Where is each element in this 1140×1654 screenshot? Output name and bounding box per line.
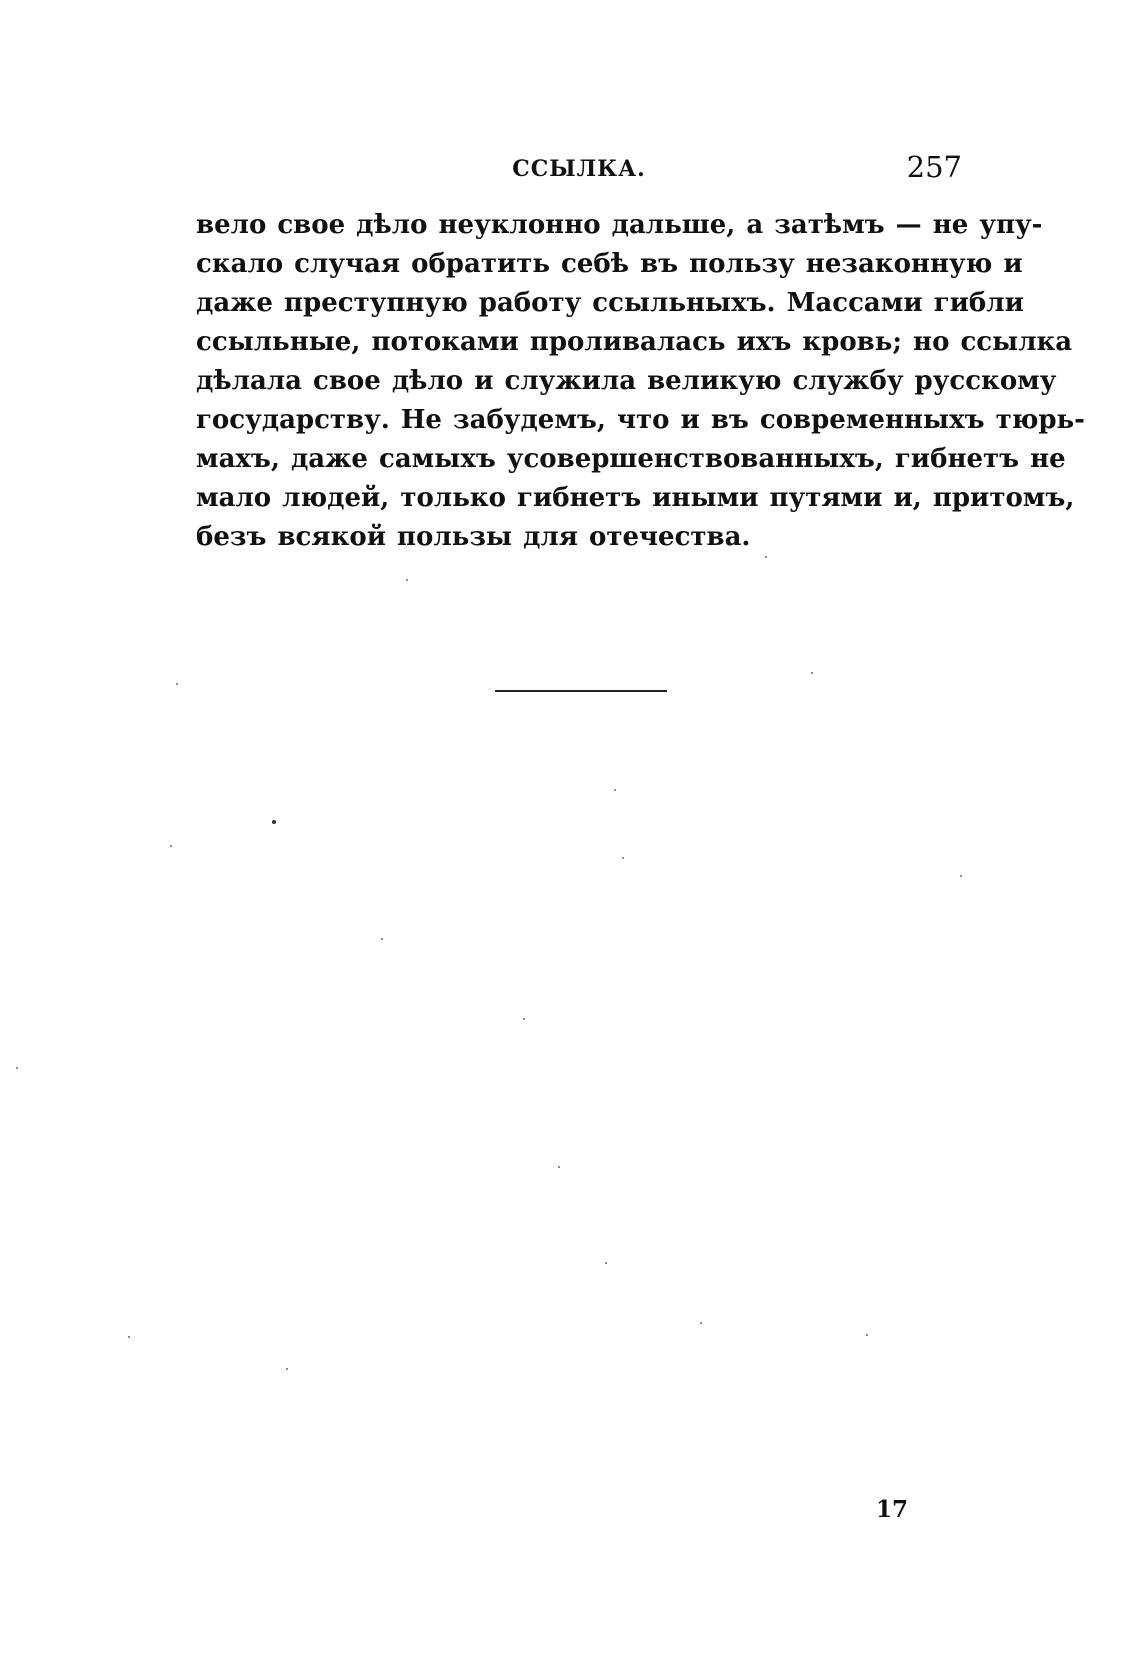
text-line: махъ, даже самыхъ усовершенствованныхъ, гибнетъ не [196,444,1066,474]
scan-speck [523,1018,525,1020]
scan-speck [176,683,178,685]
scan-speck [866,1334,868,1336]
scan-speck [811,672,813,674]
section-end-rule [495,690,667,692]
scan-speck [128,1336,130,1338]
scan-speck [170,845,172,847]
text-line: безъ всякой пользы для отечества. [196,522,751,552]
scan-speck [700,1322,702,1324]
running-title: ССЫЛКА. [512,156,646,182]
text-line: вело свое дѣло неуклонно дальше, а затѣмъ — не упу- [196,210,1043,240]
scan-speck [381,938,383,940]
text-line: мало людей, только гибнетъ иными путями и, притомъ, [196,483,1075,513]
scan-speck [622,857,624,859]
body-text [196,206,1085,557]
scan-speck [960,875,962,877]
scan-speck [286,1368,288,1370]
scan-speck [558,1166,560,1168]
text-line: дѣлала свое дѣло и служила великую службу русскому [196,366,1057,396]
scan-speck [272,820,276,824]
page-number: 257 [906,150,962,184]
scan-speck [406,579,408,581]
scan-speck [605,1262,607,1264]
scan-speck [765,556,767,558]
text-line: даже преступную работу ссыльныхъ. Массами гибли [196,288,1024,318]
scan-speck [614,789,616,791]
running-head [196,150,962,190]
text-line: государству. Не забудемъ, что и въ современныхъ тюрь- [196,405,1085,435]
scan-speck [16,1067,18,1069]
text-line: ссыльные, потоками проливалась ихъ кровь; но ссылка [196,327,1073,357]
signature-mark: 17 [876,1496,909,1523]
text-line: скало случая обратить себѣ въ пользу незаконную и [196,249,1023,279]
